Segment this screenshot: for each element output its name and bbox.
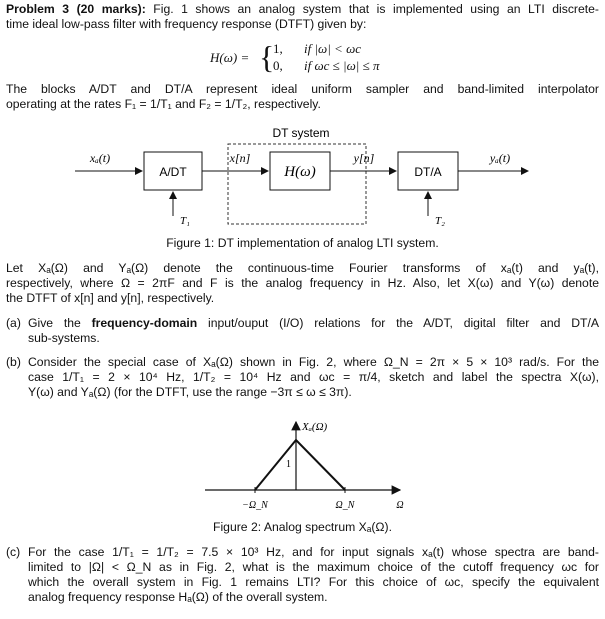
dta-label: DT/A xyxy=(414,165,442,179)
para2-line-1: Let Xₐ(Ω) and Yₐ(Ω) denote the continuous-time Fourier transforms of xₐ(t) and yₐ(t), xyxy=(6,261,599,275)
adt-label: A/DT xyxy=(159,165,187,179)
para2-line-3: the DTFT of x[n] and y[n], respectively. xyxy=(6,291,215,305)
figure1-block-diagram xyxy=(0,118,605,236)
xn-label: x[n] xyxy=(229,151,251,165)
problem-heading: Problem 3 (20 marks): xyxy=(6,2,146,16)
case2-condition: if ωc ≤ |ω| ≤ π xyxy=(304,58,380,73)
part-c-line-1: For the case 1/T₁ = 1/T₂ = 7.5 × 10³ Hz, and for input signals xₐ(t) whose spectra are band- xyxy=(28,545,599,559)
part-c-line-4: analog frequency response Hₐ(Ω) of the overall system. xyxy=(28,590,328,604)
part-b-line-3: Y(ω) and Yₐ(Ω) (for the DTFT, use the range −3π ≤ ω ≤ 3π). xyxy=(28,385,352,399)
t2-label: T₂ xyxy=(435,215,445,227)
para2-line-2: respectively, where Ω = 2πF and F is the analog frequency in Hz. Also, let X(ω) and Y(ω) denote xyxy=(6,276,599,290)
part-c-line-2: limited to |Ω| < Ω_N as in Fig. 2, what is the maximum choice of the cutoff frequency ωc for xyxy=(28,560,599,574)
part-a xyxy=(6,316,599,346)
part-a-bold: frequency-domain xyxy=(91,316,198,330)
part-c-line-3: which the overall system in Fig. 1 remains LTI? For this choice of ωc, specify the equivalent xyxy=(28,575,599,589)
equation-brace: { xyxy=(259,39,275,75)
h-label: H(ω) xyxy=(284,164,316,180)
figure1-caption: Figure 1: DT implementation of analog LTI system. xyxy=(166,236,439,250)
input-signal-label: xₐ(t) xyxy=(89,151,111,165)
neg-tick-label: −Ω_N xyxy=(242,500,268,511)
dt-system-label: DT system xyxy=(272,126,330,140)
figure2-spectrum-plot xyxy=(0,412,605,516)
blocks-line-2: operating at the rates F₁ = 1/T₁ and F₂ = 1/T₂, respectively. xyxy=(6,97,321,111)
part-a-label: (a) xyxy=(6,316,21,330)
intro-text-1: Fig. 1 shows an analog system that is implemented using an LTI discrete- xyxy=(153,2,599,16)
peak-label: 1 xyxy=(286,459,291,470)
spectrum-line xyxy=(255,440,345,490)
t1-label: T₁ xyxy=(180,215,190,227)
part-b-line-2: case 1/T₁ = 2 × 10⁴ Hz, 1/T₂ = 10⁴ Hz and ωc = π/4, sketch and label the spectra X(ω), xyxy=(28,370,599,384)
case2-value: 0, xyxy=(273,58,283,73)
part-c-label: (c) xyxy=(6,545,21,559)
part-b-line-1: Consider the special case of Xₐ(Ω) shown in Fig. 2, where Ω_N = 2π × 5 × 10³ rad/s. For the xyxy=(28,355,599,369)
part-b xyxy=(6,355,599,400)
figure2-caption: Figure 2: Analog spectrum Xₐ(Ω). xyxy=(213,520,392,534)
intro-line-1 xyxy=(6,2,599,17)
intro-line-2: time ideal low-pass filter with frequency response (DTFT) given by: xyxy=(6,17,367,31)
part-a-line-2: sub-systems. xyxy=(28,331,100,345)
x-axis-label: Ω xyxy=(396,500,404,511)
case1-value: 1, xyxy=(273,41,283,56)
case1-condition: if |ω| < ωc xyxy=(304,41,362,56)
yn-label: y[n] xyxy=(353,151,375,165)
spectrum-triangle xyxy=(255,440,345,493)
part-c xyxy=(6,545,599,605)
part-a-line-1: Give the frequency-domain input/ouput (I/O) relations for the A/DT, digital filter and DT/A xyxy=(28,316,599,330)
filter-equation xyxy=(210,40,410,78)
pos-tick-label: Ω_N xyxy=(335,500,355,511)
blocks-line-1: The blocks A/DT and DT/A represent ideal uniform sampler and band-limited interpolator xyxy=(6,82,599,96)
part-b-label: (b) xyxy=(6,355,21,369)
y-axis-label: Xₐ(Ω) xyxy=(302,421,328,433)
equation-lhs: H(ω) = xyxy=(210,50,250,65)
output-signal-label: yₐ(t) xyxy=(489,151,511,165)
